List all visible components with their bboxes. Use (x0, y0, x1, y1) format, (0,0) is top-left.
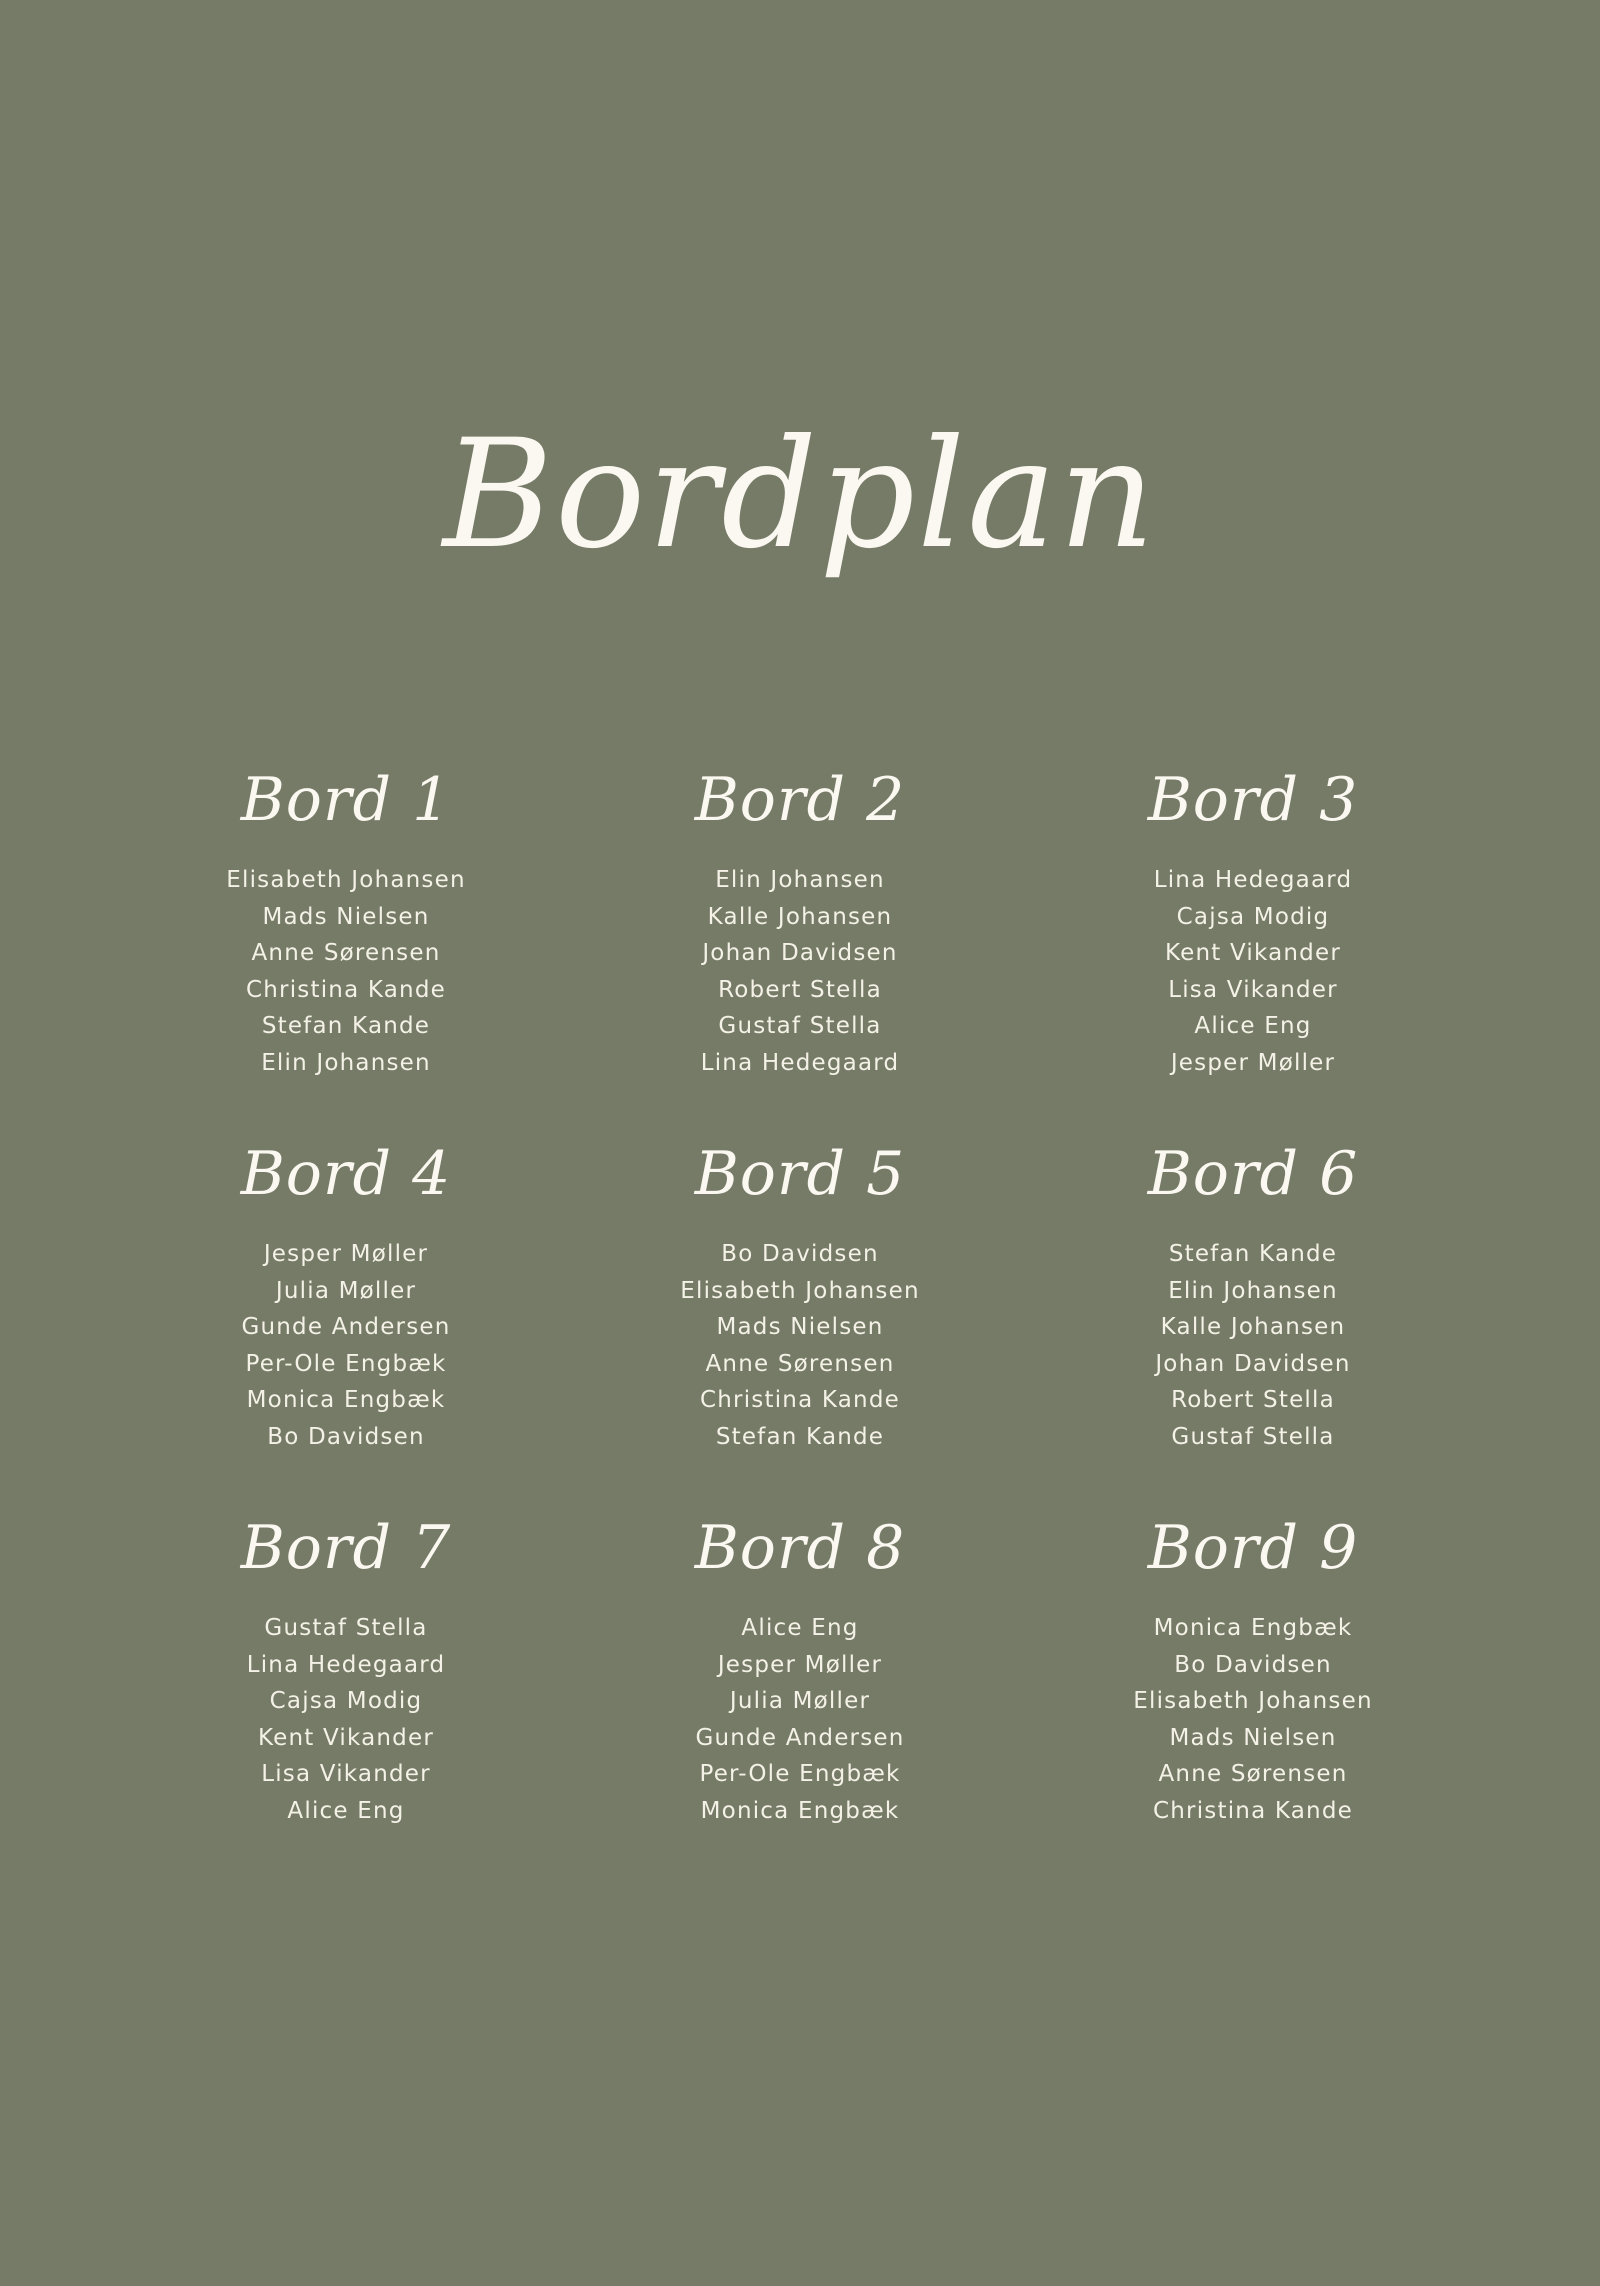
guest-name: Elin Johansen (1168, 1277, 1338, 1304)
guest-name: Lina Hedegaard (700, 1049, 900, 1076)
guest-name: Elisabeth Johansen (226, 867, 466, 893)
guest-list (1023, 1236, 1483, 1455)
guest-name: Gustaf Stella (718, 1013, 882, 1039)
guest-name: Per-Ole Engbæk (699, 1761, 901, 1787)
guest-name: Per-Ole Engbæk (245, 1350, 447, 1377)
table-block-1 (116, 765, 576, 1130)
guest-name: Christina Kande (246, 976, 446, 1003)
guest-list (570, 1610, 1030, 1829)
table-title: Bord 6 (1147, 1139, 1359, 1209)
guest-name: Robert Stella (718, 976, 882, 1003)
guest-name: Jesper Møller (263, 1241, 429, 1267)
guest-name: Elisabeth Johansen (1133, 1688, 1373, 1714)
guest-name: Julia Møller (729, 1688, 871, 1714)
table-title: Bord 1 (240, 765, 452, 835)
table-title: Bord 4 (240, 1139, 452, 1209)
guest-list (116, 1610, 576, 1829)
guest-list (116, 862, 576, 1081)
guest-name: Gustaf Stella (264, 1615, 428, 1641)
guest-name: Johan Davidsen (1155, 1350, 1351, 1377)
guest-name: Lisa Vikander (1168, 976, 1338, 1003)
table-block-8 (570, 1513, 1030, 1878)
guest-name: Alice Eng (741, 1615, 859, 1641)
table-title: Bord 9 (1147, 1513, 1359, 1583)
guest-name: Stefan Kande (261, 1013, 431, 1039)
page-title: Bordplan (442, 408, 1158, 582)
guest-name: Lina Hedegaard (1153, 867, 1353, 893)
table-block-6 (1023, 1139, 1483, 1504)
guest-name: Bo Davidsen (1174, 1651, 1332, 1678)
guest-name: Julia Møller (275, 1277, 417, 1304)
guest-name: Bo Davidsen (721, 1241, 879, 1267)
tables-grid (0, 765, 1600, 1870)
guest-name: Monica Engbæk (1153, 1615, 1353, 1641)
guest-name: Kalle Johansen (707, 903, 893, 930)
guest-name: Mads Nielsen (716, 1314, 884, 1340)
guest-name: Gustaf Stella (1171, 1423, 1335, 1450)
guest-name: Jesper Møller (717, 1651, 883, 1678)
guest-name: Monica Engbæk (246, 1387, 446, 1413)
guest-name: Anne Sørensen (705, 1350, 895, 1377)
guest-list (570, 862, 1030, 1081)
guest-name: Christina Kande (1153, 1797, 1353, 1824)
guest-name: Anne Sørensen (251, 940, 441, 966)
guest-list (570, 1236, 1030, 1455)
guest-name: Robert Stella (1171, 1387, 1335, 1413)
guest-name: Alice Eng (287, 1797, 405, 1824)
guest-name: Stefan Kande (1168, 1241, 1338, 1267)
guest-name: Johan Davidsen (702, 940, 898, 966)
guest-name: Lina Hedegaard (246, 1651, 446, 1678)
guest-name: Elisabeth Johansen (680, 1277, 920, 1304)
guest-name: Stefan Kande (715, 1423, 885, 1450)
table-block-5 (570, 1139, 1030, 1504)
guest-list (116, 1236, 576, 1455)
guest-name: Christina Kande (700, 1387, 900, 1413)
guest-list (1023, 1610, 1483, 1829)
table-title: Bord 7 (240, 1513, 452, 1583)
table-title: Bord 8 (694, 1513, 906, 1583)
guest-list (1023, 862, 1483, 1081)
guest-name: Gunde Andersen (695, 1724, 905, 1751)
table-title: Bord 5 (694, 1139, 906, 1209)
guest-name: Cajsa Modig (1176, 903, 1330, 930)
guest-name: Kent Vikander (1164, 940, 1341, 966)
guest-name: Elin Johansen (715, 867, 885, 893)
table-block-3 (1023, 765, 1483, 1130)
guest-name: Bo Davidsen (267, 1423, 425, 1450)
table-block-9 (1023, 1513, 1483, 1878)
guest-name: Mads Nielsen (1169, 1724, 1337, 1751)
guest-name: Lisa Vikander (261, 1761, 431, 1787)
guest-name: Kent Vikander (257, 1724, 434, 1751)
guest-name: Gunde Andersen (241, 1314, 451, 1340)
guest-name: Anne Sørensen (1158, 1761, 1348, 1787)
guest-name: Elin Johansen (261, 1049, 431, 1076)
table-block-4 (116, 1139, 576, 1504)
table-block-7 (116, 1513, 576, 1878)
guest-name: Cajsa Modig (269, 1688, 423, 1714)
guest-name: Alice Eng (1194, 1013, 1312, 1039)
table-title: Bord 2 (694, 765, 906, 835)
guest-name: Mads Nielsen (262, 903, 430, 930)
table-block-2 (570, 765, 1030, 1130)
guest-name: Jesper Møller (1170, 1049, 1336, 1076)
guest-name: Monica Engbæk (700, 1797, 900, 1824)
table-title: Bord 3 (1147, 765, 1359, 835)
guest-name: Kalle Johansen (1160, 1314, 1346, 1340)
